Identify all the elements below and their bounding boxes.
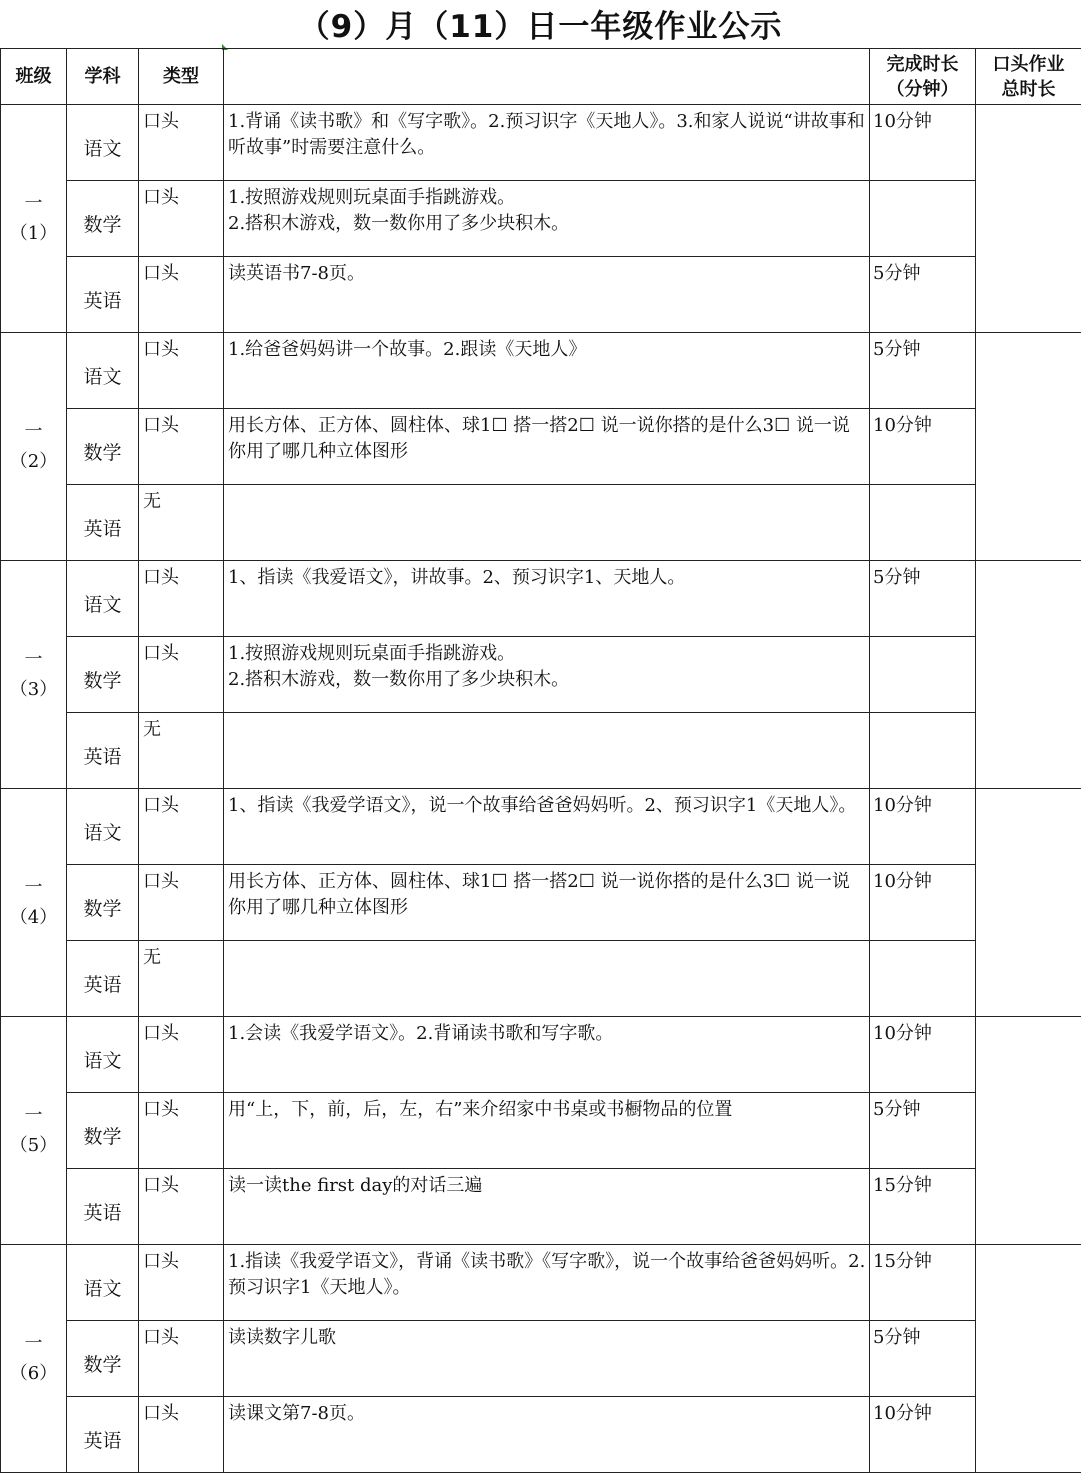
class-cell (1, 561, 67, 789)
type-cell: 无 (139, 713, 224, 789)
content-cell (224, 485, 870, 561)
table-row (1, 637, 1081, 713)
type-cell: 口头 (139, 865, 224, 941)
subject-cell: 语文 (67, 1017, 139, 1093)
subject-cell: 英语 (67, 1397, 139, 1473)
duration-cell: 10分钟 (870, 1017, 976, 1093)
subject-cell: 数学 (67, 181, 139, 257)
subject-cell: 英语 (67, 257, 139, 333)
table-row (1, 105, 1081, 181)
class-grade: 一 (24, 1332, 43, 1354)
oral-total-cell (976, 1017, 1081, 1245)
header-subject: 学科 (67, 49, 139, 105)
duration-cell: 10分钟 (870, 789, 976, 865)
duration-cell: 15分钟 (870, 1245, 976, 1321)
subject-cell: 英语 (67, 941, 139, 1017)
type-cell: 口头 (139, 1321, 224, 1397)
subject-cell: 语文 (67, 561, 139, 637)
class-number: （6） (9, 1362, 58, 1384)
oral-total-cell (976, 333, 1081, 561)
content-cell: 1.背诵《读书歌》和《写字歌》。2.预习识字《天地人》。3.和家人说说“讲故事和听故事”时需要注意什么。 (224, 105, 870, 181)
duration-cell: 10分钟 (870, 1397, 976, 1473)
table-row (1, 941, 1081, 1017)
type-cell: 口头 (139, 333, 224, 409)
header-type: 类型 (139, 49, 224, 105)
duration-cell (870, 181, 976, 257)
subject-cell: 语文 (67, 333, 139, 409)
oral-total-cell (976, 789, 1081, 1017)
class-number: （2） (9, 450, 58, 472)
type-cell: 口头 (139, 1397, 224, 1473)
type-cell: 口头 (139, 105, 224, 181)
content-cell: 1、指读《我爱语文》，讲故事。2、预习识字1、天地人。 (224, 561, 870, 637)
duration-cell (870, 485, 976, 561)
table-row (1, 1169, 1081, 1245)
table-row (1, 333, 1081, 409)
table-row (1, 789, 1081, 865)
duration-cell (870, 713, 976, 789)
duration-cell: 15分钟 (870, 1169, 976, 1245)
duration-cell: 10分钟 (870, 409, 976, 485)
subject-cell: 英语 (67, 713, 139, 789)
type-cell: 口头 (139, 1017, 224, 1093)
subject-cell: 英语 (67, 485, 139, 561)
duration-cell: 10分钟 (870, 105, 976, 181)
duration-cell (870, 941, 976, 1017)
table-row (1, 1321, 1081, 1397)
content-cell: 读英语书7-8页。 (224, 257, 870, 333)
class-cell (1, 333, 67, 561)
class-grade: 一 (24, 420, 43, 442)
content-cell: 用“上，下，前，后，左，右”来介绍家中书桌或书橱物品的位置 (224, 1093, 870, 1169)
table-row (1, 485, 1081, 561)
content-cell (224, 941, 870, 1017)
type-cell: 无 (139, 941, 224, 1017)
header-class: 班级 (1, 49, 67, 105)
table-body (1, 105, 1081, 1473)
oral-total-cell (976, 561, 1081, 789)
class-cell (1, 105, 67, 333)
type-cell: 口头 (139, 789, 224, 865)
table-row (1, 865, 1081, 941)
class-number: （5） (9, 1134, 58, 1156)
class-grade: 一 (24, 876, 43, 898)
subject-cell: 语文 (67, 1245, 139, 1321)
table-row (1, 1093, 1081, 1169)
type-cell: 无 (139, 485, 224, 561)
content-cell: 用长方体、正方体、圆柱体、球1☐ 搭一搭2☐ 说一说你搭的是什么3☐ 说一说你用了哪几种立体图形 (224, 409, 870, 485)
table-row (1, 1245, 1081, 1321)
type-cell: 口头 (139, 257, 224, 333)
type-cell: 口头 (139, 1169, 224, 1245)
table-row (1, 1017, 1081, 1093)
class-cell (1, 789, 67, 1017)
subject-cell: 数学 (67, 409, 139, 485)
subject-cell: 语文 (67, 105, 139, 181)
content-cell: 用长方体、正方体、圆柱体、球1☐ 搭一搭2☐ 说一说你搭的是什么3☐ 说一说你用了哪几种立体图形 (224, 865, 870, 941)
table-row (1, 561, 1081, 637)
duration-cell: 10分钟 (870, 865, 976, 941)
duration-cell: 5分钟 (870, 1321, 976, 1397)
content-cell: 1.会读《我爱学语文》。2.背诵读书歌和写字歌。 (224, 1017, 870, 1093)
content-cell (224, 713, 870, 789)
subject-cell: 数学 (67, 865, 139, 941)
header-duration: 完成时长 （分钟） (870, 49, 976, 105)
class-grade: 一 (24, 648, 43, 670)
type-cell: 口头 (139, 561, 224, 637)
class-grade: 一 (24, 192, 43, 214)
class-number: （4） (9, 906, 58, 928)
type-cell: 口头 (139, 1093, 224, 1169)
content-cell: 读一读the first day的对话三遍 (224, 1169, 870, 1245)
table-row (1, 409, 1081, 485)
table-row (1, 257, 1081, 333)
oral-total-cell (976, 1245, 1081, 1473)
type-cell: 口头 (139, 181, 224, 257)
header-content (224, 49, 870, 105)
subject-cell: 数学 (67, 1093, 139, 1169)
homework-table (0, 48, 1081, 1473)
subject-cell: 英语 (67, 1169, 139, 1245)
table-row (1, 1397, 1081, 1473)
duration-cell (870, 637, 976, 713)
class-number: （1） (9, 222, 58, 244)
page-title: （9）月（11）日一年级作业公示 (298, 9, 783, 45)
content-cell: 1.指读《我爱学语文》，背诵《读书歌》《写字歌》，说一个故事给爸爸妈妈听。2.预习识字1《天地人》。 (224, 1245, 870, 1321)
content-cell: 1.给爸爸妈妈讲一个故事。2.跟读《天地人》 (224, 333, 870, 409)
content-cell: 1.按照游戏规则玩桌面手指跳游戏。 2.搭积木游戏，数一数你用了多少块积木。 (224, 637, 870, 713)
duration-cell: 5分钟 (870, 561, 976, 637)
content-cell: 读课文第7-8页。 (224, 1397, 870, 1473)
duration-cell: 5分钟 (870, 333, 976, 409)
type-cell: 口头 (139, 409, 224, 485)
subject-cell: 语文 (67, 789, 139, 865)
type-cell: 口头 (139, 1245, 224, 1321)
oral-total-cell (976, 105, 1081, 333)
subject-cell: 数学 (67, 637, 139, 713)
content-cell: 1、指读《我爱学语文》，说一个故事给爸爸妈妈听。2、预习识字1《天地人》。 (224, 789, 870, 865)
subject-cell: 数学 (67, 1321, 139, 1397)
type-cell: 口头 (139, 637, 224, 713)
header-row (1, 49, 1081, 105)
table-row (1, 713, 1081, 789)
content-cell: 读读数字儿歌 (224, 1321, 870, 1397)
header-oral-total: 口头作业 总时长 (976, 49, 1081, 105)
class-cell (1, 1245, 67, 1473)
duration-cell: 5分钟 (870, 257, 976, 333)
content-cell: 1.按照游戏规则玩桌面手指跳游戏。 2.搭积木游戏，数一数你用了多少块积木。 (224, 181, 870, 257)
class-grade: 一 (24, 1104, 43, 1126)
table-row (1, 181, 1081, 257)
class-cell (1, 1017, 67, 1245)
duration-cell: 5分钟 (870, 1093, 976, 1169)
class-number: （3） (9, 678, 58, 700)
